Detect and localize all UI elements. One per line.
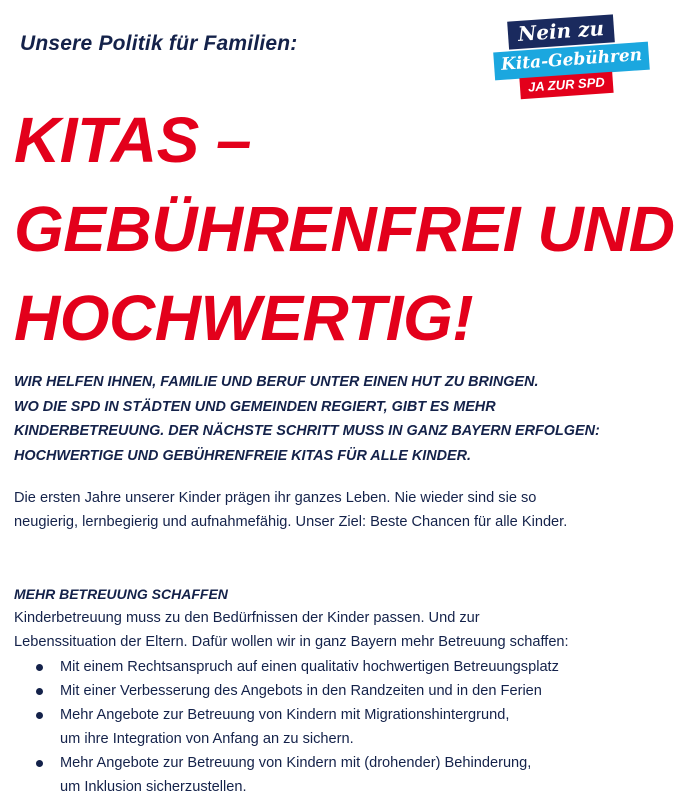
main-headline [14,96,684,363]
intro-line-4: HOCHWERTIGE UND GEBÜHRENFREIE KITAS FÜR ALLE KINDER. [14,447,472,464]
bullet-dot-icon [36,712,43,719]
bullet-dot-icon [36,760,43,767]
section-heading: MEHR BETREUUNG SCHAFFEN [14,586,228,602]
paragraph-line-1: Die ersten Jahre unserer Kinder prägen ihr ganzes Leben. Nie wieder sind sie so [14,490,537,506]
bullet-text: Mit einem Rechtsanspruch auf einen qualitativ hochwertigen Betreuungsplatz [60,659,559,675]
section-paragraph [14,606,694,654]
logo-line-ja-zur-spd: JA ZUR SPD [519,72,613,99]
bullet-text-continued: um ihre Integration von Anfang an zu sichern. [60,731,354,747]
paragraph-line-2: neugierig, lernbegierig und aufnahmefähig. Unser Ziel: Beste Chancen für alle Kinder. [14,514,568,530]
bullet-text-continued: um Inklusion sicherzustellen. [60,779,247,795]
bullet-text: Mehr Angebote zur Betreuung von Kindern mit Migrationshintergrund, [60,707,510,723]
logo-line-nein-zu: Nein zu [507,14,615,49]
bullet-text: Mehr Angebote zur Betreuung von Kindern mit (drohender) Behinderung, [60,755,532,771]
section-line-1: Kinderbetreuung muss zu den Bedürfnissen der Kinder passen. Und zur [14,610,480,626]
intro-line-1: WIR HELFEN IHNEN, FAMILIE UND BERUF UNTER EINEN HUT ZU BRINGEN. [14,374,539,390]
section-line-2: Lebenssituation der Eltern. Dafür wollen wir in ganz Bayern mehr Betreuung schaffen: [14,634,569,650]
logo-line-kita-gebuehren: Kita-Gebühren [493,42,650,81]
kicker-heading: Unsere Politik für Familien: [20,32,298,55]
intro-line-3: KINDERBETREUUNG. DER NÄCHSTE SCHRITT MUSS IN GANZ BAYERN ERFOLGEN: [14,423,600,439]
bullet-dot-icon [36,664,43,671]
headline-line-2: GEBÜHRENFREI UND [14,193,675,265]
list-item [14,751,694,799]
headline-line-3: HOCHWERTIG! [14,282,474,354]
bullet-list [14,655,694,799]
bullet-text: Mit einer Verbesserung des Angebots in den Randzeiten und in den Ferien [60,683,542,699]
intro-line-2: WO DIE SPD IN STÄDTEN UND GEMEINDEN REGIERT, GIBT ES MEHR [14,398,496,415]
list-item [14,679,694,703]
list-item [14,655,694,679]
body-paragraph [14,486,689,534]
campaign-logo [494,12,644,102]
intro-text [14,370,684,468]
list-item [14,703,694,751]
bullet-dot-icon [36,688,43,695]
headline-line-1: KITAS – [14,104,252,176]
